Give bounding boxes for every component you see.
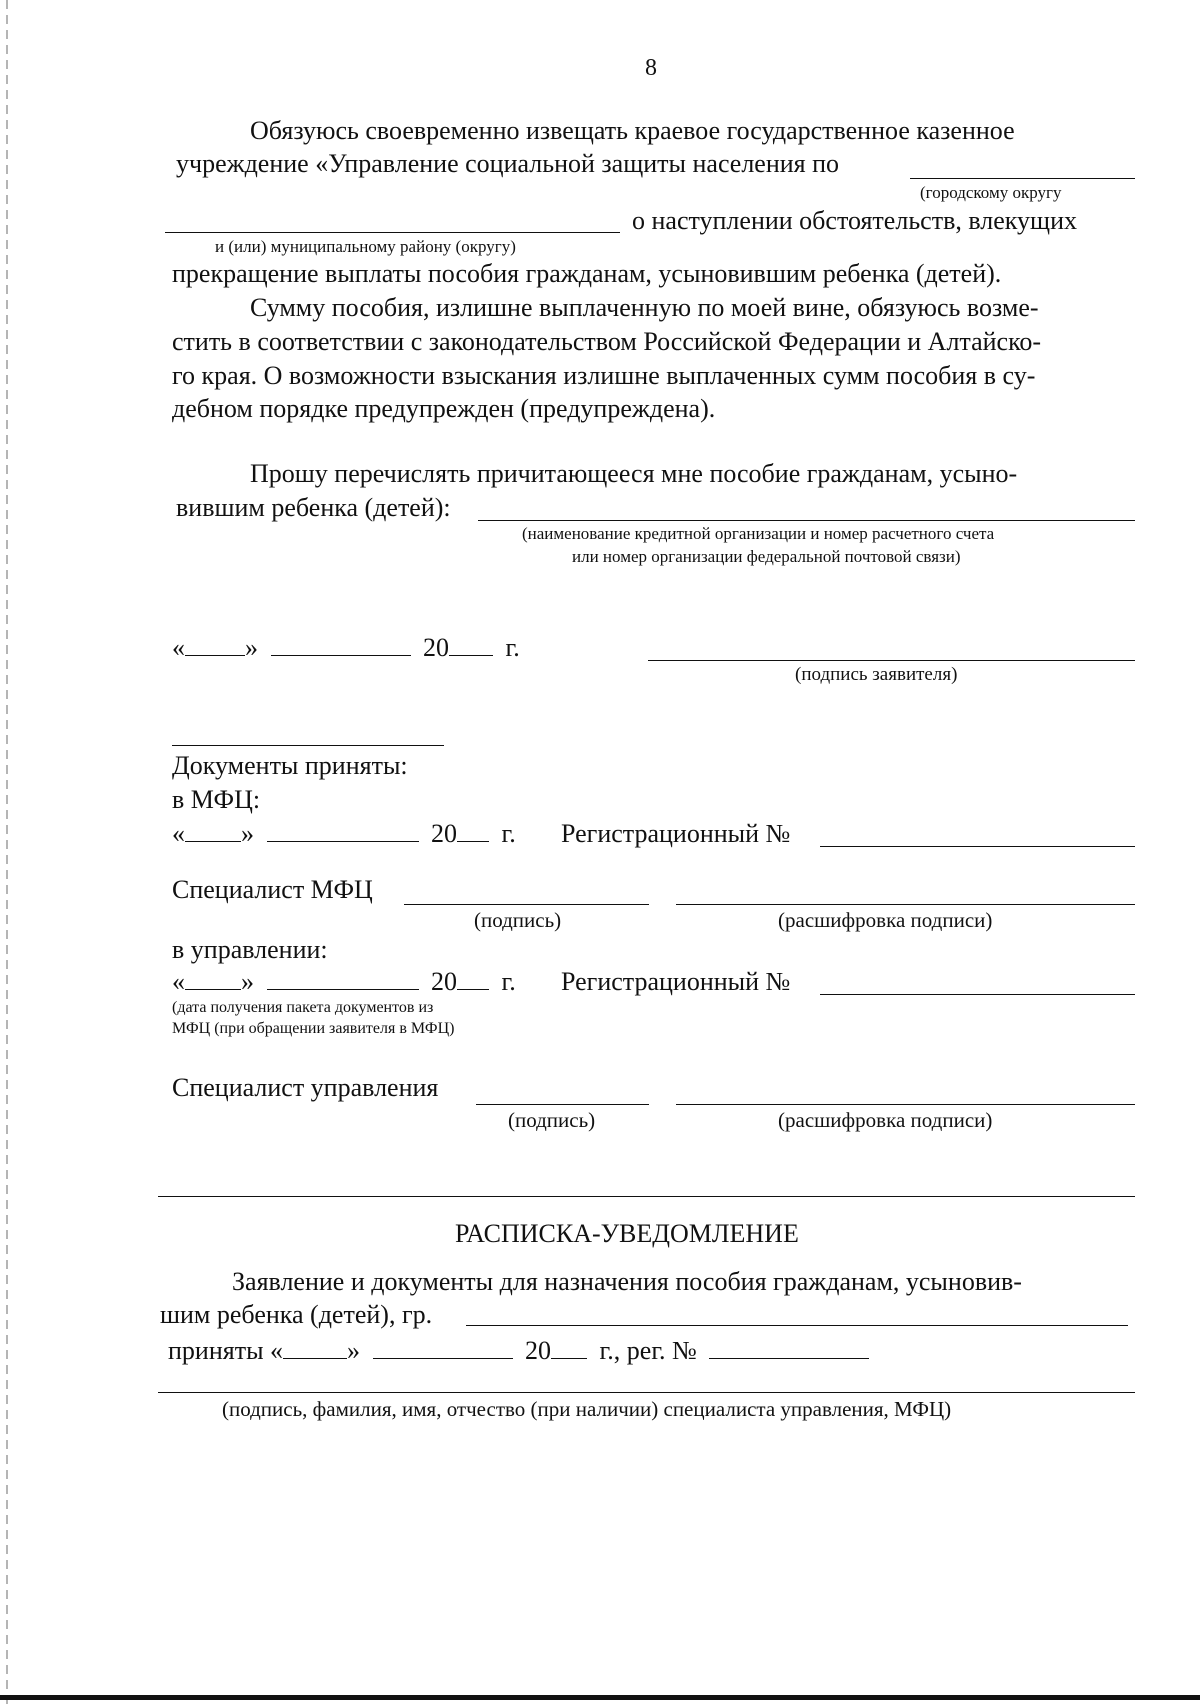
mfc-date-row — [172, 818, 516, 850]
p1-hint1: (городскому округу — [920, 183, 1062, 202]
office-signature-line[interactable] — [476, 1104, 649, 1105]
reg-number-field[interactable] — [709, 1336, 869, 1359]
year-suffix: г., рег. № — [599, 1336, 697, 1365]
year-field[interactable] — [457, 967, 489, 990]
p1-hint2: и (или) муниципальному району (округу) — [215, 237, 516, 256]
p1-line4: прекращение выплаты пособия гражданам, усыновившим ребенка (детей). — [172, 259, 1002, 288]
mfc-reg-number-field[interactable] — [820, 846, 1135, 847]
month-field[interactable] — [267, 819, 419, 842]
day-field[interactable] — [185, 819, 241, 842]
mfc-signature-line[interactable] — [404, 904, 649, 905]
district-field-line[interactable] — [910, 178, 1135, 179]
accepted-prefix: приняты « — [168, 1336, 284, 1365]
cut-line — [158, 1196, 1135, 1197]
open-quote: « — [172, 967, 185, 996]
receipt-hint2: МФЦ (при обращении заявителя в МФЦ) — [172, 1020, 455, 1037]
mfc-reg-label: Регистрационный № — [561, 819, 791, 848]
separator-short — [172, 745, 444, 746]
office-specialist-label: Специалист управления — [172, 1073, 439, 1102]
p3-hint1: (наименование кредитной организации и номер расчетного счета — [522, 524, 995, 543]
office-reg-number-field[interactable] — [820, 994, 1135, 995]
year-prefix: 20 — [423, 633, 449, 662]
year-suffix: г. — [501, 967, 516, 996]
receipt-footer-hint: (подпись, фамилия, имя, отчество (при наличии) специалиста управления, МФЦ) — [222, 1397, 952, 1421]
close-quote: » — [241, 967, 254, 996]
year-prefix: 20 — [431, 967, 457, 996]
month-field[interactable] — [271, 633, 411, 656]
mfc-signature-hint: (подпись) — [474, 908, 562, 932]
day-field[interactable] — [283, 1336, 347, 1359]
year-field[interactable] — [449, 633, 493, 656]
p2-line2: стить в соответствии с законодательством Российской Федерации и Алтайско- — [172, 327, 1042, 356]
mfc-specialist-label: Специалист МФЦ — [172, 875, 373, 904]
receipt-line1: Заявление и документы для назначения пособия гражданам, усыновив- — [232, 1267, 1022, 1296]
day-field[interactable] — [185, 633, 245, 656]
p3-line2: вившим ребенка (детей): — [176, 493, 451, 522]
citizen-name-field[interactable] — [466, 1325, 1128, 1326]
receipt-hint1: (дата получения пакета документов из — [172, 999, 434, 1016]
open-quote: « — [172, 633, 185, 662]
close-quote: » — [347, 1336, 361, 1365]
applicant-date-row — [172, 632, 520, 664]
receipt-line2: шим ребенка (детей), гр. — [160, 1300, 433, 1329]
office-label: в управлении: — [172, 935, 328, 964]
accepted-heading: Документы приняты: — [172, 751, 408, 780]
close-quote: » — [245, 633, 258, 662]
year-suffix: г. — [501, 819, 516, 848]
mfc-decoding-hint: (расшифровка подписи) — [778, 908, 993, 932]
year-prefix: 20 — [525, 1336, 552, 1365]
p1-line3: о наступлении обстоятельств, влекущих — [632, 206, 1077, 235]
p2-line4: дебном порядке предупрежден (предупреждена). — [172, 394, 716, 423]
mfc-label: в МФЦ: — [172, 785, 261, 814]
year-field[interactable] — [551, 1336, 587, 1359]
p1-line2: учреждение «Управление социальной защиты населения по — [176, 149, 840, 178]
p3-hint2: или номер организации федеральной почтовой связи) — [572, 547, 961, 566]
office-signature-hint: (подпись) — [508, 1108, 596, 1132]
office-decoding-hint: (расшифровка подписи) — [778, 1108, 993, 1132]
page-number: 8 — [645, 55, 657, 81]
specialist-signature-line[interactable] — [158, 1392, 1135, 1393]
year-suffix: г. — [505, 633, 520, 662]
mfc-decoding-line[interactable] — [676, 904, 1135, 905]
office-decoding-line[interactable] — [676, 1104, 1135, 1105]
district-field-line-2[interactable] — [165, 232, 620, 233]
close-quote: » — [241, 819, 254, 848]
applicant-signature-hint: (подпись заявителя) — [795, 664, 958, 685]
p3-line1: Прошу перечислять причитающееся мне пособие гражданам, усыно- — [250, 459, 1018, 488]
receipt-title: РАСПИСКА-УВЕДОМЛЕНИЕ — [455, 1219, 799, 1248]
day-field[interactable] — [185, 967, 241, 990]
month-field[interactable] — [373, 1336, 513, 1359]
office-date-row — [172, 966, 516, 998]
receipt-date-row — [168, 1335, 869, 1367]
p2-line1: Сумму пособия, излишне выплаченную по моей вине, обязуюсь возме- — [250, 293, 1039, 322]
month-field[interactable] — [267, 967, 419, 990]
year-field[interactable] — [457, 819, 489, 842]
year-prefix: 20 — [431, 819, 457, 848]
open-quote: « — [172, 819, 185, 848]
scan-edge-bottom — [0, 1695, 1200, 1700]
p2-line3: го края. О возможности взыскания излишне выплаченных сумм пособия в су- — [172, 361, 1036, 390]
bank-details-field-line[interactable] — [478, 520, 1135, 521]
applicant-signature-line[interactable] — [648, 660, 1135, 661]
office-reg-label: Регистрационный № — [561, 967, 791, 996]
p1-line1: Обязуюсь своевременно извещать краевое государственное казенное — [250, 116, 1015, 145]
scan-edge-left — [6, 0, 8, 1704]
